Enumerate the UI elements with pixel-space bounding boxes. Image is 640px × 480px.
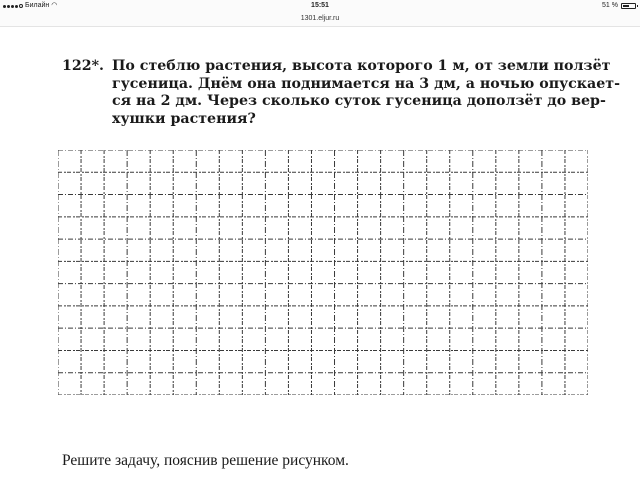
- problem-text: [112, 58, 620, 128]
- status-time: 15:51: [311, 2, 329, 9]
- problem-number: 122*.: [62, 58, 104, 74]
- status-bar: [0, 0, 640, 12]
- problem-line: гусеница. Днём она поднимается на 3 дм, а ночью опускает-: [112, 75, 620, 92]
- problem-line: хушки растения?: [112, 110, 256, 127]
- battery-fill: [623, 5, 629, 7]
- battery-icon: [621, 3, 636, 9]
- problem-line: ся на 2 дм. Через сколько суток гусеница доползёт до вер-: [112, 93, 606, 109]
- battery-percent: 51 %: [602, 2, 618, 9]
- url-text: 1301.eljur.ru: [300, 15, 340, 22]
- wifi-icon: ◠: [51, 2, 58, 9]
- status-right: [602, 0, 636, 12]
- instruction-text: Решите задачу, пояснив решение рисунком.: [62, 452, 349, 469]
- carrier-name: Билайн: [25, 2, 50, 9]
- answer-grid: [58, 150, 588, 395]
- problem-line: По стеблю растения, высота которого 1 м, от земли ползёт: [112, 58, 611, 74]
- address-bar[interactable]: [0, 12, 640, 27]
